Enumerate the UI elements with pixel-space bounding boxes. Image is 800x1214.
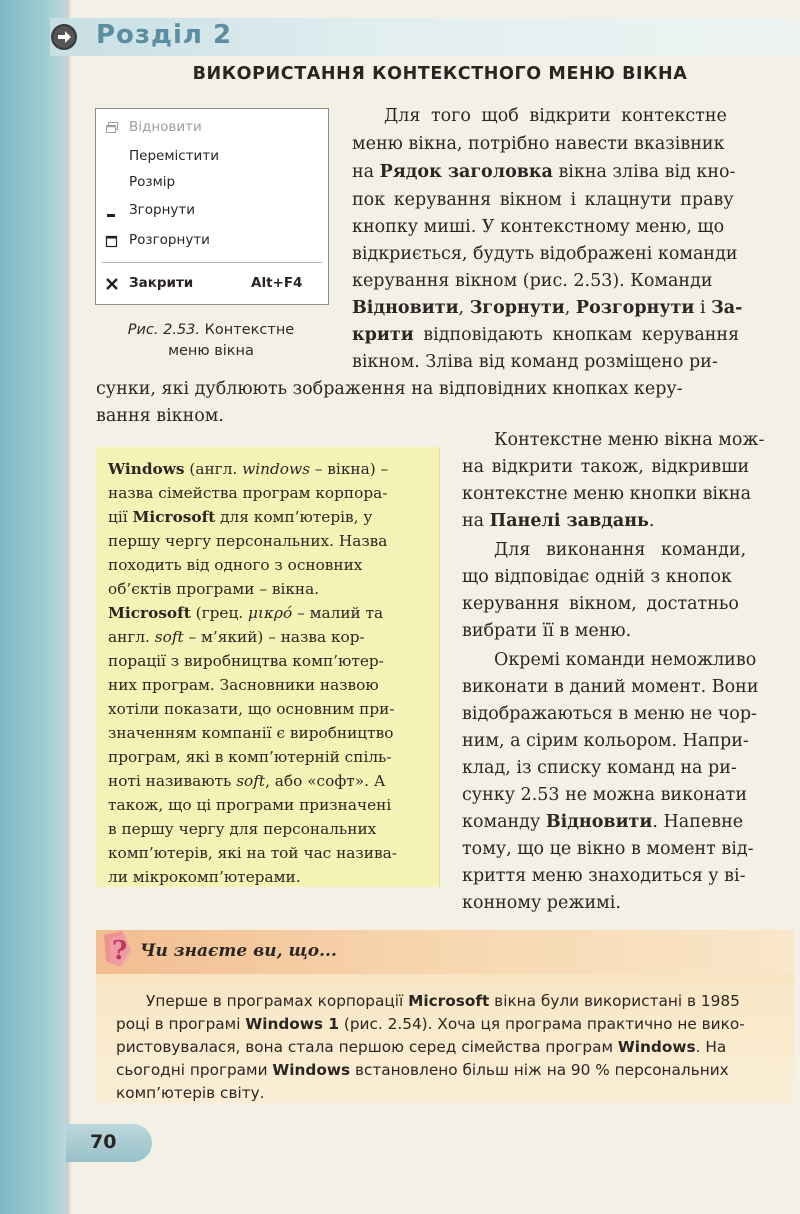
term-bold: Microsoft: [108, 604, 191, 622]
menu-item-move: [96, 146, 328, 168]
text-line: Окремі команди неможливо: [494, 650, 757, 670]
note-line: походить від одного з основних: [108, 556, 363, 574]
arrow-right-circle-icon: [50, 23, 78, 51]
text-line: на відкрити також, відкривши: [462, 457, 750, 477]
text-line: виконати в даний момент. Вони: [462, 677, 759, 697]
text-line: керування вікном (рис. 2.53). Команди: [352, 271, 713, 291]
text-span: ції: [108, 508, 133, 526]
text-line: Для того щоб відкрити контекстне: [384, 106, 727, 126]
figure-caption: [100, 320, 322, 362]
term-italic: windows: [242, 460, 310, 478]
term-italic: soft: [154, 628, 184, 646]
menu-item-size: [96, 172, 328, 194]
text-line: тому, що це вікно в момент від-: [462, 839, 754, 859]
note-line: [108, 603, 383, 624]
section-label: Розділ 2: [96, 20, 233, 50]
term-bold: Згорнути: [469, 298, 565, 318]
text-line: криття меню знаходиться у ві-: [462, 866, 746, 886]
term-bold: Рядок заголовка: [379, 162, 553, 182]
term-italic: μικρό: [248, 604, 293, 622]
caption-text: Контекстне: [204, 322, 295, 338]
text-line: кнопку миші. У контекстному меню, що: [352, 217, 725, 237]
text-span: на: [352, 162, 380, 182]
text-line: що відповідає одній з кнопок: [462, 567, 732, 587]
text-span: на: [462, 511, 490, 531]
term-bold: Windows: [108, 460, 185, 478]
page-number: 70: [90, 1131, 117, 1153]
term-bold: Windows: [617, 1038, 696, 1056]
note-line: них програм. Засновники назвою: [108, 676, 379, 694]
text-line: контекстне меню кнопки вікна: [462, 484, 752, 504]
menu-item-label: Закрити: [129, 275, 194, 291]
shortcut-label: Alt+F4: [251, 275, 303, 291]
text-span: році в програмі: [116, 1015, 246, 1033]
menu-item-label: Згорнути: [129, 202, 196, 218]
text-span: – м’який) – назва кор-: [183, 628, 365, 646]
text-line: вання вікном.: [96, 406, 224, 426]
text-span: і: [694, 298, 712, 318]
term-bold: Розгорнути: [575, 298, 695, 318]
text-line: Для виконання команди,: [494, 540, 747, 560]
text-span: ,: [564, 298, 576, 318]
close-icon: [104, 276, 120, 292]
term-bold: Відновити: [545, 812, 653, 832]
text-line: сунки, які дублюють зображення на відповідних кнопках керу-: [96, 379, 683, 399]
menu-separator: [102, 262, 322, 263]
text-span: Уперше в програмах корпорації: [146, 992, 409, 1010]
note-line: назва сімейства програм корпора-: [108, 484, 388, 502]
text-span: встановлено більш ніж на 90 % персональних: [350, 1061, 729, 1079]
note-line: програм, які в комп’ютерній спіль-: [108, 748, 392, 766]
term-bold: Microsoft: [408, 992, 490, 1010]
caption-text: меню вікна: [168, 343, 254, 359]
text-line: конному режимі.: [462, 893, 621, 913]
term-italic: soft: [236, 772, 266, 790]
term-bold: Windows 1: [245, 1015, 339, 1033]
page-title: ВИКОРИСТАННЯ КОНТЕКСТНОГО МЕНЮ ВІКНА: [192, 64, 688, 84]
note-line: [108, 507, 372, 528]
term-bold: Панелі завдань: [489, 511, 649, 531]
fact-line: [116, 1036, 726, 1058]
menu-item-label: Розгорнути: [129, 232, 210, 248]
text-line: [352, 296, 742, 320]
text-span: ,: [458, 298, 470, 318]
did-you-know-title: Чи знаєте ви, що...: [140, 941, 337, 961]
menu-item-minimize: [96, 200, 328, 222]
text-line: вибрати її в меню.: [462, 621, 632, 641]
text-span: (грец.: [190, 604, 249, 622]
note-line: хотіли показати, що основним при-: [108, 700, 395, 718]
restore-icon: [104, 120, 120, 136]
text-span: команду: [462, 812, 546, 832]
text-span: сьогодні програми: [116, 1061, 273, 1079]
menu-item-label: Розмір: [129, 174, 176, 190]
text-line: меню вікна, потрібно навести вказівник: [352, 134, 725, 154]
text-line: відкриється, будуть відображені команди: [352, 244, 738, 264]
fact-line: комп’ютерів світу.: [116, 1084, 265, 1102]
text-span: вікна зліва від кно-: [552, 162, 736, 182]
text-line: Контекстне меню вікна мож-: [494, 430, 765, 450]
text-span: англ.: [108, 628, 155, 646]
text-line: ним, а сірим кольором. Напри-: [462, 731, 749, 751]
minimize-icon: [104, 203, 120, 219]
text-span: . На: [695, 1038, 727, 1056]
text-span: (рис. 2.54). Хоча ця програма практично не вико-: [339, 1015, 745, 1033]
note-line: [108, 627, 365, 648]
text-line: [462, 810, 743, 834]
fact-line: [116, 1013, 745, 1035]
text-line: вікном. Зліва від команд розміщено ри-: [352, 352, 718, 372]
fact-line: [116, 1059, 729, 1081]
text-line: керування вікном, достатньо: [462, 594, 739, 614]
text-span: відповідають кнопкам керування: [413, 325, 740, 345]
term-bold: За-: [711, 298, 743, 318]
text-line: [352, 323, 739, 347]
note-line: [108, 459, 388, 480]
menu-item-label: Відновити: [129, 119, 202, 135]
text-span: – вікна) –: [309, 460, 389, 478]
text-line: сунку 2.53 не можна виконати: [462, 785, 748, 805]
note-line: значенням компанії є виробництво: [108, 724, 394, 742]
term-bold: Microsoft: [132, 508, 216, 526]
term-bold: крити: [352, 325, 414, 345]
note-line: комп’ютерів, які на той час назива-: [108, 844, 397, 862]
fact-line: [146, 990, 740, 1012]
text-span: (англ.: [184, 460, 243, 478]
note-line: також, що ці програми призначені: [108, 796, 392, 814]
note-line: [108, 771, 385, 792]
context-menu-figure: [95, 108, 329, 305]
note-line: в першу чергу для персональних: [108, 820, 377, 838]
text-span: . Напевне: [652, 812, 744, 832]
text-line: клад, із списку команд на ри-: [462, 758, 737, 778]
maximize-icon: [104, 233, 120, 249]
text-span: ристовувалася, вона стала першою серед сімейства програм: [116, 1038, 618, 1056]
text-line: [462, 509, 655, 533]
menu-item-close: [96, 273, 328, 295]
term-bold: Windows: [272, 1061, 351, 1079]
note-line: ли мікрокомп’ютерами.: [108, 868, 301, 886]
note-line: об’єктів програми – вікна.: [108, 580, 320, 598]
question-mark-icon: [100, 927, 136, 971]
note-line: порації з виробництва комп’ютер-: [108, 652, 384, 670]
note-line: першу чергу персональних. Назва: [108, 532, 388, 550]
term-bold: Відновити: [352, 298, 459, 318]
caption-number: Рис. 2.53.: [127, 322, 201, 338]
svg-text:?: ?: [112, 936, 128, 966]
text-line: пок керування вікном і клацнути праву: [352, 190, 734, 210]
menu-item-maximize: [96, 230, 328, 252]
menu-item-restore: [96, 117, 328, 139]
left-margin-band: [0, 0, 66, 1214]
text-span: – малий та: [292, 604, 384, 622]
text-line: [352, 160, 735, 184]
margin-shadow: [66, 0, 72, 1214]
text-span: .: [648, 511, 655, 531]
text-span: вікна були використані в 1985: [489, 992, 740, 1010]
menu-item-label: Перемістити: [129, 148, 219, 164]
text-span: для комп’ютерів, у: [215, 508, 373, 526]
text-span: ноті називають: [108, 772, 237, 790]
text-line: відображаються в меню не чор-: [462, 704, 757, 724]
text-span: , або «софт». А: [265, 772, 386, 790]
